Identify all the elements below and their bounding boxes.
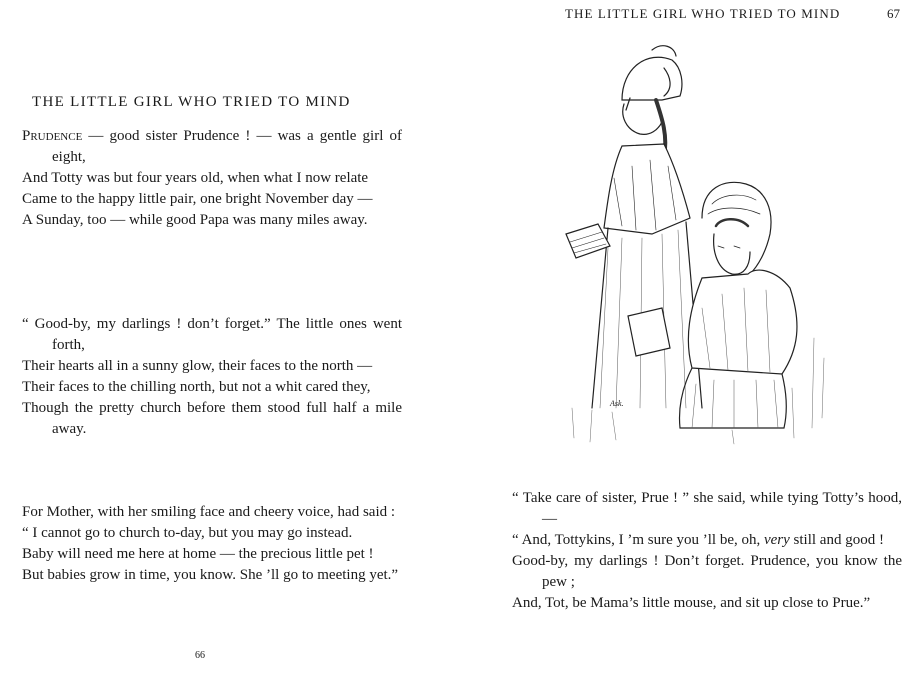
two-girls-illustration <box>552 38 837 448</box>
stanza-1-line-2: And Totty was but four years old, when what I now relate <box>22 170 369 186</box>
page-number-right: 67 <box>887 6 900 21</box>
left-page <box>0 0 457 676</box>
small-caps-opening: Prudence <box>22 128 83 144</box>
stanza-1-line-3: Came to the happy little pair, one bright November day — <box>22 191 373 207</box>
stanza-4 <box>512 488 902 614</box>
stanza-3-line-4: But babies grow in time, you know. She ’ll go to meeting yet.” <box>22 567 399 583</box>
stanza-4-line-1: “ Take care of sister, Prue ! ” she said, while tying Totty’s hood, — <box>512 490 902 527</box>
illustration-signature: Ask. <box>610 399 624 408</box>
stanza-2-line-3: Their faces to the chilling north, but not a whit cared they, <box>22 379 371 395</box>
poem-title: THE LITTLE GIRL WHO TRIED TO MIND <box>32 94 351 110</box>
page-number-left: 66 <box>195 650 205 661</box>
line-text: — good sister Prudence ! — was a gentle girl of eight, <box>52 128 402 165</box>
stanza-2-line-4: Though the pretty church before them stood full half a mile away. <box>22 400 402 437</box>
running-head: THE LITTLE GIRL WHO TRIED TO MIND <box>565 6 841 21</box>
stanza-3-line-2: “ I cannot go to church to-day, but you may go instead. <box>22 525 353 541</box>
line-text: “ And, Tottykins, I ’m sure you ’ll be, oh, <box>512 532 764 548</box>
stanza-4-line-2 <box>512 530 902 551</box>
right-page <box>457 0 915 676</box>
stanza-4-line-3: Good-by, my darlings ! Don’t forget. Prudence, you know the pew ; <box>512 553 902 590</box>
stanza-4-line-4: And, Tot, be Mama’s little mouse, and sit up close to Prue.” <box>512 595 871 611</box>
stanza-1-line-1 <box>22 126 402 168</box>
stanza-2 <box>22 314 402 440</box>
stanza-3-line-1: For Mother, with her smiling face and cheery voice, had said : <box>22 504 396 520</box>
emphasis-very: very <box>763 532 790 548</box>
line-text: still and good ! <box>789 532 884 548</box>
stanza-1 <box>22 126 402 231</box>
stanza-1-line-4: A Sunday, too — while good Papa was many miles away. <box>22 212 368 228</box>
stanza-2-line-1: “ Good-by, my darlings ! don’t forget.” The little ones went forth, <box>22 316 402 353</box>
stanza-3-line-3: Baby will need me here at home — the precious little pet ! <box>22 546 374 562</box>
stanza-3 <box>22 502 402 586</box>
stanza-2-line-2: Their hearts all in a sunny glow, their faces to the north — <box>22 358 373 374</box>
